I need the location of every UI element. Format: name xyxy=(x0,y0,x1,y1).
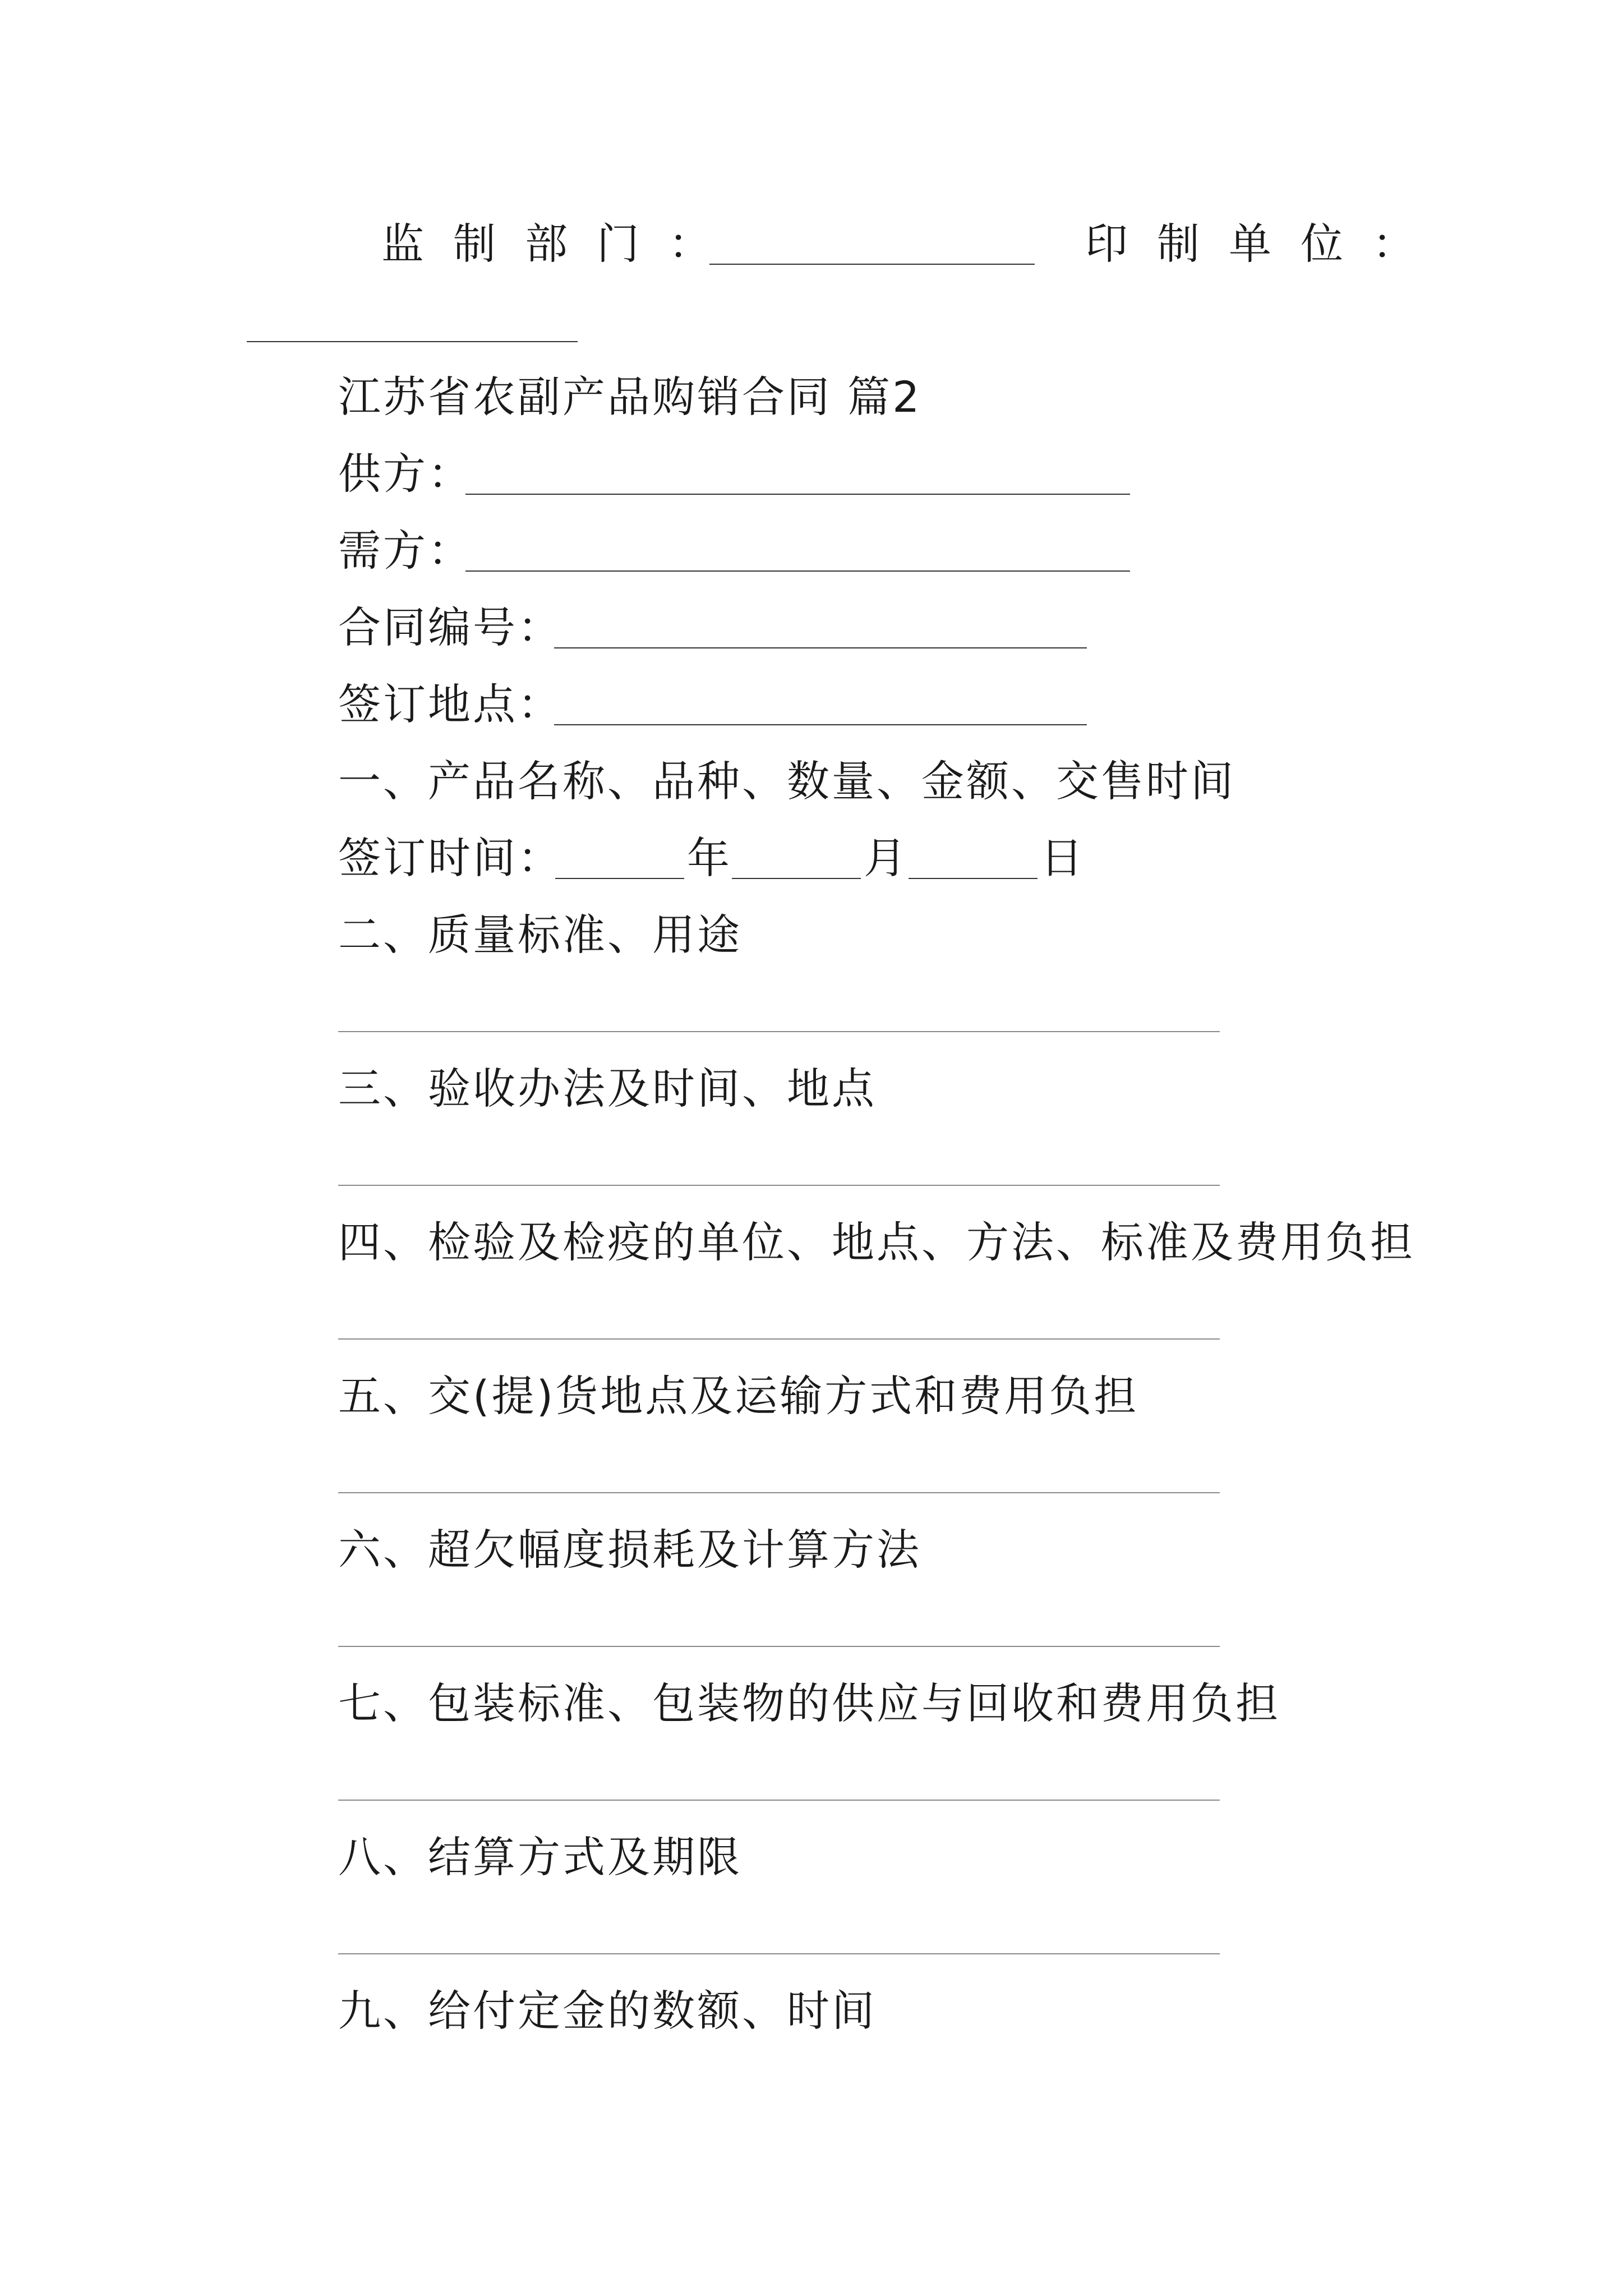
section-5-heading: 五、交(提)货地点及运输方式和费用负担 xyxy=(338,1371,1139,1421)
sign-day-label: 日 xyxy=(1040,833,1085,883)
section-1-heading: 一、产品名称、品种、数量、金额、交售时间 xyxy=(338,756,1235,806)
section-6-blank[interactable] xyxy=(338,1646,1220,1647)
supplier-blank[interactable] xyxy=(465,494,1130,495)
section-4-blank[interactable] xyxy=(338,1338,1220,1340)
supervisor-label: 监制部门： xyxy=(381,219,740,269)
section-9-heading: 九、给付定金的数额、时间 xyxy=(338,1986,877,2036)
section-8-blank[interactable] xyxy=(338,1953,1220,1954)
section-2-heading: 二、质量标准、用途 xyxy=(338,910,742,960)
sign-time-label: 签订时间： xyxy=(338,833,562,883)
sign-month-blank[interactable] xyxy=(732,878,861,879)
section-3-blank[interactable] xyxy=(338,1185,1220,1186)
section-2-blank[interactable] xyxy=(338,1031,1220,1032)
section-7-blank[interactable] xyxy=(338,1800,1220,1801)
contract-no-label: 合同编号： xyxy=(338,602,562,652)
section-5-blank[interactable] xyxy=(338,1492,1220,1493)
buyer-label: 需方： xyxy=(338,526,473,576)
sign-place-blank[interactable] xyxy=(554,724,1087,725)
printer-blank[interactable] xyxy=(247,341,578,342)
contract-title: 江苏省农副产品购销合同 篇2 xyxy=(338,372,922,422)
sign-place-label: 签订地点： xyxy=(338,679,562,729)
supplier-label: 供方： xyxy=(338,449,473,499)
section-3-heading: 三、验收办法及时间、地点 xyxy=(338,1064,877,1114)
section-4-heading: 四、检验及检疫的单位、地点、方法、标准及费用负担 xyxy=(338,1217,1415,1267)
section-7-heading: 七、包装标准、包装物的供应与回收和费用负担 xyxy=(338,1678,1280,1728)
section-8-heading: 八、结算方式及期限 xyxy=(338,1832,742,1882)
section-6-heading: 六、超欠幅度损耗及计算方法 xyxy=(338,1525,921,1575)
sign-month-label: 月 xyxy=(864,833,909,883)
sign-year-blank[interactable] xyxy=(555,878,684,879)
printer-label: 印制单位： xyxy=(1085,219,1444,269)
sign-day-blank[interactable] xyxy=(909,878,1038,879)
sign-year-label: 年 xyxy=(687,833,732,883)
supervisor-blank[interactable] xyxy=(709,264,1035,265)
buyer-blank[interactable] xyxy=(465,570,1130,572)
contract-no-blank[interactable] xyxy=(554,647,1087,648)
